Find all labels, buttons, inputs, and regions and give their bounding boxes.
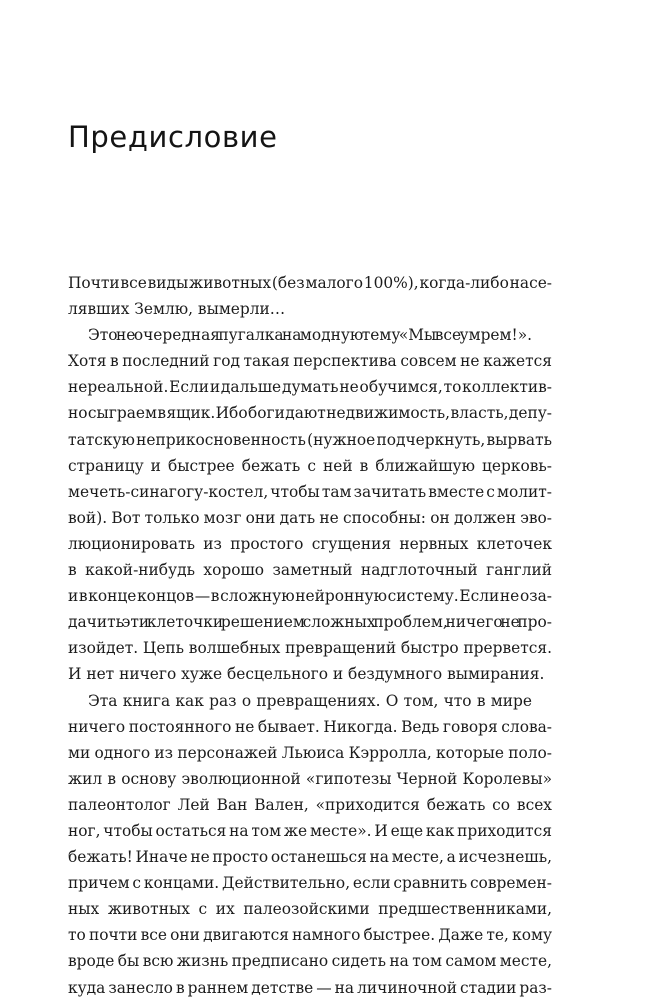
text-line: в какой-нибудь хорошо заметный надглоточный ганглий: [68, 561, 552, 580]
text-line: ничего постоянного не бывает. Никогда. Ведь говоря слова-: [68, 717, 552, 736]
text-line: бежать! Иначе не просто останешься на месте, а исчезнешь,: [68, 848, 552, 867]
text-line: И нет ничего хуже бесцельного и бездумного вымирания.: [68, 665, 545, 684]
text-line: Хотя в последний год такая перспектива совсем не кажется: [68, 352, 552, 371]
text-line: ных животных с их палеозойскими предшественниками,: [68, 900, 552, 919]
text-line: изойдет. Цепь волшебных превращений быстро прервется.: [68, 639, 552, 658]
text-line: нереальной. Если и дальше думать не обучимся, то коллектив-: [68, 378, 552, 397]
text-line: вой). Вот только мозг они дать не способны: он должен эво-: [68, 508, 552, 527]
chapter-heading: Предисловие: [68, 120, 278, 154]
text-line: татскую неприкосновенность (нужное подчеркнуть, вырвать: [68, 430, 552, 449]
text-line: дачить эти клеточки решением сложных проблем, ничего не про-: [68, 613, 552, 632]
text-line: жил в основу эволюционной «гипотезы Черной Королевы»: [68, 769, 552, 788]
text-line: Почти все виды животных (без малого 100%), когда-либо насе-: [68, 274, 552, 292]
text-line: люционировать из простого сгущения нервных клеточек: [68, 534, 552, 553]
paragraph: [68, 688, 552, 1001]
text-line: страницу и быстрее бежать с ней в ближайшую церковь-: [68, 456, 552, 475]
paragraph: [68, 322, 552, 687]
text-line: Эта книга как раз о превращениях. О том, что в мире: [88, 691, 532, 710]
text-line: ног, чтобы остаться на том же месте». И еще как приходится: [68, 821, 552, 840]
text-line: лявших Землю, вымерли…: [68, 300, 286, 319]
text-line: то почти все они двигаются намного быстрее. Даже те, кому: [68, 926, 552, 945]
text-line: Это не очередная пугалка на модную тему «Мы все умрем!».: [88, 326, 532, 345]
text-line: палеонтолог Лей Ван Вален, «приходится бежать со всех: [68, 795, 552, 814]
text-line: ми одного из персонажей Льюиса Кэрролла, которые поло-: [68, 743, 552, 762]
text-line: мечеть-синагогу-костел, чтобы там зачитать вместе с молит-: [68, 482, 552, 501]
text-line: но сыграем в ящик. Ибо боги дают недвижимость, власть, депу-: [68, 404, 552, 423]
text-line: причем с концами. Действительно, если сравнить современ-: [68, 874, 552, 893]
text-line: куда занесло в раннем детстве — на личиночной стадии раз-: [68, 978, 552, 997]
paragraph: [68, 270, 552, 322]
text-line: вроде бы всю жизнь предписано сидеть на том самом месте,: [68, 952, 552, 971]
body-text: [68, 270, 552, 1001]
text-line: и в конце концов — в сложную нейронную систему. Если не оза-: [68, 587, 552, 606]
